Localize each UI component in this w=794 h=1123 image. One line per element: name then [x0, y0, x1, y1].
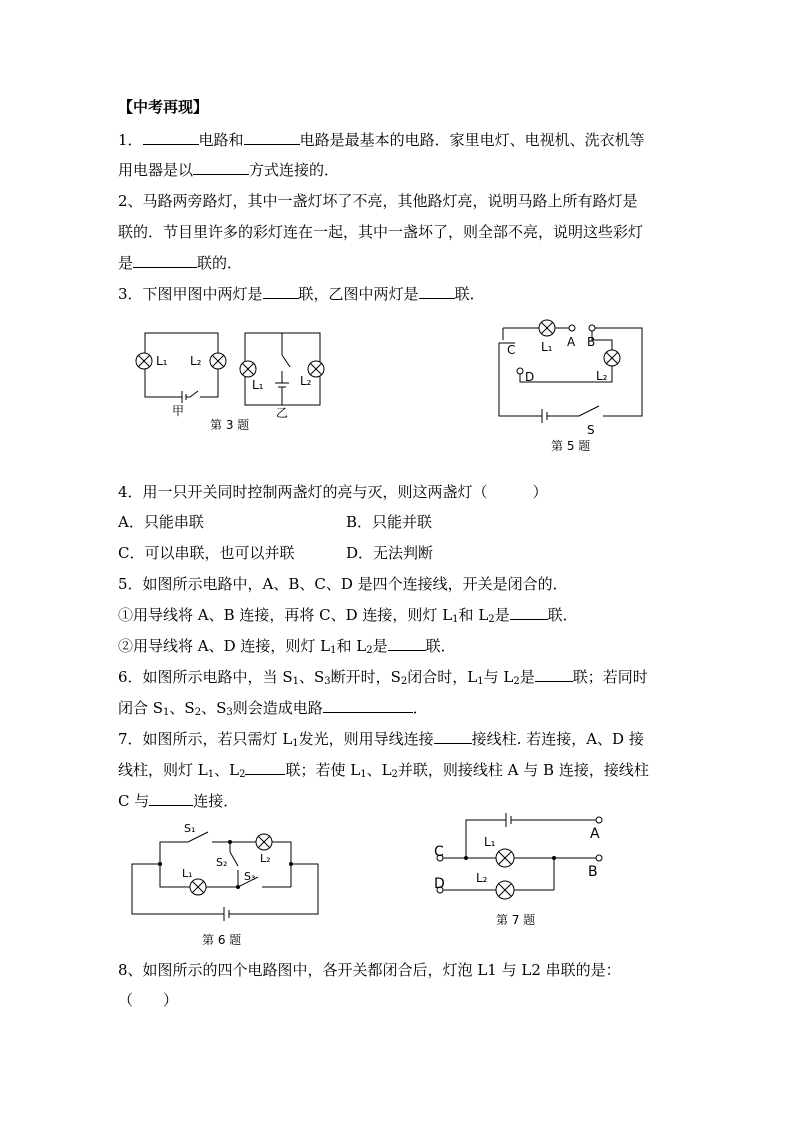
question-1-line-1: 1． 电路和 电路是最基本的电路．家里电灯、电视机、洗衣机等 — [118, 131, 645, 149]
question-7-line-3: C 与 连接． — [118, 792, 239, 810]
fig3-label-l2: L₂ — [190, 354, 202, 368]
fig5-label-l2: L₂ — [596, 369, 608, 383]
section-title: 【中考再现】 — [118, 98, 209, 116]
question-8-line-2: （ ） — [118, 991, 179, 1009]
fig6-label-l1: L₁ — [182, 867, 193, 880]
blank — [388, 636, 426, 651]
question-2-line-1: 2、马路两旁路灯，其中一盏灯坏了不亮，其他路灯亮，说明马路上所有路灯是 — [118, 192, 638, 210]
fig3-label-l2-yi: L₂ — [300, 374, 312, 388]
question-8-line-1: 8、如图所示的四个电路图中，各开关都闭合后，灯泡 L1 与 L2 串联的是： — [118, 961, 621, 979]
figure-5-diagram — [495, 318, 655, 458]
question-4-option-b: B．只能并联 — [346, 513, 433, 531]
fig5-label-d: D — [525, 370, 535, 384]
blank — [323, 698, 413, 713]
blank — [133, 253, 197, 268]
question-7-line-2: 线柱，则灯 $L_1$、$L_2$ 联；若使 $L_1$、$L_2$并联，则接线柱 A 与 B 连接，接线柱 — [118, 761, 649, 780]
figure-6-diagram — [128, 822, 328, 950]
fig5-caption: 第 5 题 — [551, 439, 591, 453]
fig6-label-s1: S₁ — [184, 822, 196, 835]
fig6-label-s2: S₂ — [216, 856, 228, 869]
blank — [193, 160, 249, 175]
fig3-caption: 第 3 题 — [210, 418, 250, 432]
blank — [263, 284, 299, 299]
figure-3-diagram — [130, 325, 330, 430]
figure-7-diagram — [430, 808, 610, 930]
question-5-stem: 5．如图所示电路中，A、B、C、D 是四个连接线，开关是闭合的． — [118, 575, 568, 593]
fig5-label-l1: L₁ — [541, 340, 553, 354]
blank — [245, 760, 285, 775]
question-7-line-1: 7．如图所示，若只需灯 $L_1$发光，则用导线连接 接线柱. 若连接，A、D 接 — [118, 730, 644, 749]
question-1-line-2: 用电器是以 方式连接的． — [118, 161, 340, 179]
fig7-label-l1: L₁ — [484, 835, 496, 849]
blank — [149, 791, 193, 806]
blank — [143, 130, 199, 145]
question-4-option-d: D．无法判断 — [346, 544, 434, 562]
fig5-label-a: A — [567, 335, 576, 349]
blank — [535, 667, 573, 682]
question-2-line-2: 联的．节目里许多的彩灯连在一起，其中一盏坏了，则全部不亮，说明这些彩灯 — [118, 223, 644, 241]
fig7-label-c: C — [434, 844, 444, 860]
question-4-option-c: C．可以串联，也可以并联 — [118, 544, 295, 562]
question-2-line-3: 是 联的． — [118, 254, 243, 272]
fig5-label-c: C — [507, 343, 516, 357]
question-6-line-2: 闭合 $S_1$、$S_2$、$S_3$则会造成电路 ． — [118, 699, 428, 718]
fig5-label-b: B — [587, 335, 596, 349]
fig3-label-yi: 乙 — [276, 406, 289, 420]
question-4-option-a: A．只能串联 — [118, 513, 204, 531]
fig3-label-jia: 甲 — [172, 404, 185, 418]
blank — [510, 605, 548, 620]
question-6-line-1: 6．如图所示电路中，当 $S_1$、$S_3$断开时，$S_2$闭合时，$L_1$与 $L_2$是 联；若同时 — [118, 668, 648, 687]
blank — [419, 284, 455, 299]
fig6-caption: 第 6 题 — [202, 933, 242, 947]
question-5-part-1: ①用导线将 A、B 连接，再将 C、D 连接，则灯 $L_1$和 $L_2$是 联． — [118, 606, 578, 625]
question-3: 3．下图甲图中两灯是 联，乙图中两灯是 联． — [118, 285, 485, 303]
fig7-caption: 第 7 题 — [496, 913, 536, 927]
fig7-label-d: D — [434, 876, 445, 892]
blank — [244, 130, 300, 145]
fig7-label-a: A — [590, 826, 600, 842]
fig7-label-l2: L₂ — [476, 871, 488, 885]
fig3-label-l1: L₁ — [156, 354, 168, 368]
question-4-stem: 4．用一只开关同时控制两盏灯的亮与灭，则这两盏灯（ ） — [118, 483, 548, 501]
fig6-label-s3: S₃ — [244, 870, 256, 883]
blank — [434, 729, 472, 744]
question-5-part-2: ②用导线将 A、D 连接，则灯 $L_1$和 $L_2$是 联． — [118, 637, 456, 656]
fig5-label-s: S — [587, 423, 595, 437]
fig6-label-l2: L₂ — [260, 852, 271, 865]
fig3-label-l1-yi: L₁ — [252, 378, 264, 392]
fig7-label-b: B — [588, 864, 598, 880]
